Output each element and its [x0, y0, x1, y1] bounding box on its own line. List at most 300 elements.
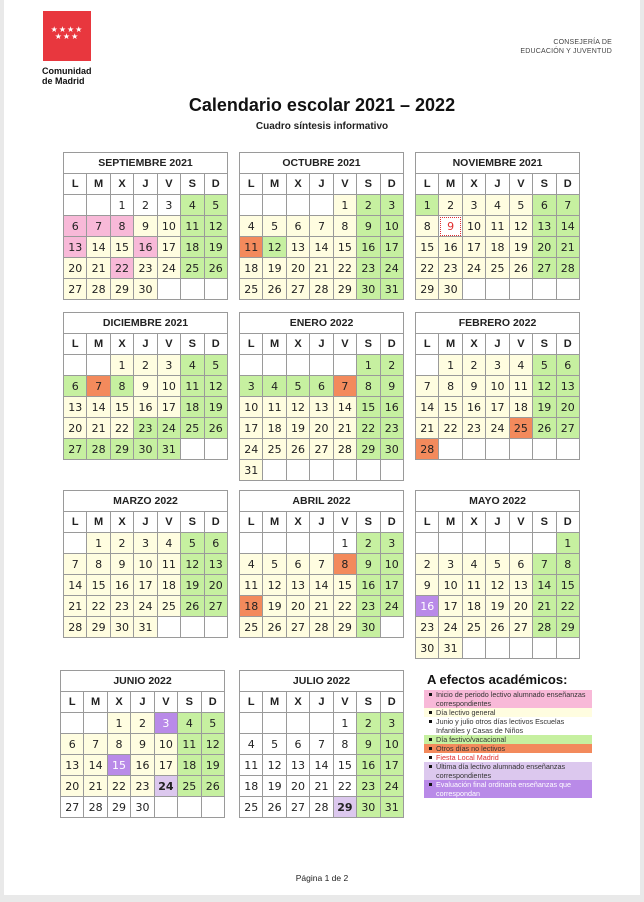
day-cell: 12 — [201, 734, 224, 755]
empty-cell — [310, 195, 333, 216]
day-cell: 6 — [61, 734, 84, 755]
weekday-header: M — [439, 334, 462, 355]
day-cell: 10 — [380, 216, 403, 237]
empty-cell — [533, 279, 556, 300]
day-cell: 27 — [310, 439, 333, 460]
day-cell: 27 — [509, 617, 532, 638]
day-cell: 29 — [357, 439, 380, 460]
day-cell: 17 — [154, 755, 177, 776]
day-cell: 29 — [556, 617, 579, 638]
week-row — [416, 418, 580, 439]
week-row — [61, 755, 225, 776]
day-cell: 8 — [416, 216, 439, 237]
day-cell: 23 — [131, 776, 154, 797]
month-title: NOVIEMBRE 2021 — [416, 153, 580, 174]
day-cell: 23 — [357, 596, 380, 617]
day-cell: 13 — [310, 397, 333, 418]
day-cell: 5 — [263, 734, 286, 755]
day-cell: 10 — [462, 216, 485, 237]
empty-cell — [380, 460, 403, 481]
empty-cell — [310, 713, 333, 734]
weekday-header: J — [134, 174, 157, 195]
week-row — [64, 195, 228, 216]
day-cell: 16 — [380, 397, 403, 418]
weekday-header: D — [204, 174, 227, 195]
month-title: FEBRERO 2022 — [416, 313, 580, 334]
weekday-header: X — [286, 334, 309, 355]
day-cell: 16 — [416, 596, 439, 617]
day-cell: 30 — [439, 279, 462, 300]
legend-item: Última día lectivo alumnado enseñanzas correspondientes — [424, 762, 592, 780]
day-cell: 2 — [134, 355, 157, 376]
week-row — [240, 713, 404, 734]
day-cell: 21 — [310, 258, 333, 279]
day-cell: 7 — [64, 554, 87, 575]
legend-item: Día lectivo general — [424, 708, 592, 717]
day-cell: 2 — [110, 533, 133, 554]
day-cell: 6 — [286, 554, 309, 575]
day-cell: 30 — [134, 439, 157, 460]
weekday-header: S — [357, 692, 380, 713]
week-row — [61, 776, 225, 797]
empty-cell — [157, 279, 180, 300]
day-cell: 28 — [310, 279, 333, 300]
page-title: Calendario escolar 2021 – 2022 — [188, 95, 456, 115]
day-cell: 28 — [87, 439, 110, 460]
day-cell: 27 — [64, 279, 87, 300]
day-cell: 15 — [416, 237, 439, 258]
day-cell: 20 — [64, 418, 87, 439]
day-cell: 16 — [439, 237, 462, 258]
empty-cell — [462, 439, 485, 460]
day-cell: 3 — [486, 355, 509, 376]
day-cell: 7 — [87, 376, 110, 397]
weekday-header: D — [556, 334, 579, 355]
day-cell: 24 — [439, 617, 462, 638]
day-cell: 10 — [157, 216, 180, 237]
day-cell: 9 — [110, 554, 133, 575]
day-cell: 15 — [110, 237, 133, 258]
month-calendar — [239, 670, 404, 818]
day-cell: 19 — [204, 397, 227, 418]
empty-cell — [87, 195, 110, 216]
day-cell: 1 — [110, 355, 133, 376]
day-cell: 12 — [263, 755, 286, 776]
day-cell: 14 — [64, 575, 87, 596]
empty-cell — [310, 355, 333, 376]
day-cell: 17 — [380, 575, 403, 596]
day-cell: 3 — [240, 376, 263, 397]
day-cell: 24 — [380, 776, 403, 797]
day-cell: 18 — [486, 237, 509, 258]
day-cell: 18 — [240, 258, 263, 279]
month-calendar — [415, 312, 580, 460]
week-row — [64, 376, 228, 397]
day-cell: 27 — [286, 797, 309, 818]
day-cell: 29 — [110, 279, 133, 300]
day-cell: 9 — [131, 734, 154, 755]
weekday-header: V — [157, 174, 180, 195]
empty-cell — [286, 713, 309, 734]
week-row — [240, 533, 404, 554]
day-cell: 20 — [556, 397, 579, 418]
day-cell: 30 — [110, 617, 133, 638]
week-row — [64, 533, 228, 554]
day-cell: 2 — [134, 195, 157, 216]
day-cell: 7 — [87, 216, 110, 237]
day-cell: 21 — [84, 776, 107, 797]
empty-cell — [240, 533, 263, 554]
dept-line-2: EDUCACIÓN Y JUVENTUD — [520, 48, 612, 55]
day-cell: 23 — [110, 596, 133, 617]
day-cell: 26 — [263, 279, 286, 300]
week-row — [64, 575, 228, 596]
month-title: SEPTIEMBRE 2021 — [64, 153, 228, 174]
weekday-header: X — [462, 174, 485, 195]
week-row — [64, 397, 228, 418]
empty-cell — [462, 533, 485, 554]
weekday-header: V — [509, 174, 532, 195]
week-row — [416, 439, 580, 460]
day-cell: 5 — [286, 376, 309, 397]
legend-title: A efectos académicos: — [427, 672, 568, 687]
logo-line-2: de Madrid — [42, 76, 85, 86]
day-cell: 24 — [380, 258, 403, 279]
weekday-header: X — [286, 512, 309, 533]
weekday-header: S — [357, 512, 380, 533]
weekday-header: D — [380, 174, 403, 195]
empty-cell — [157, 617, 180, 638]
day-cell: 21 — [87, 258, 110, 279]
weekday-header: D — [556, 174, 579, 195]
week-row — [416, 575, 580, 596]
legend-item: Evaluación final ordinaria enseñanzas que correspondan — [424, 780, 592, 798]
weekday-header: S — [533, 174, 556, 195]
day-cell: 1 — [333, 533, 356, 554]
day-cell: 21 — [533, 596, 556, 617]
week-row — [64, 596, 228, 617]
legend-item: Fiesta Local Madrid — [424, 753, 592, 762]
day-cell: 1 — [556, 533, 579, 554]
weekday-header: S — [181, 512, 204, 533]
week-row — [416, 279, 580, 300]
day-cell: 3 — [157, 195, 180, 216]
day-cell: 14 — [87, 237, 110, 258]
day-cell: 28 — [556, 258, 579, 279]
empty-cell — [240, 195, 263, 216]
day-cell: 9 — [416, 575, 439, 596]
day-cell: 12 — [286, 397, 309, 418]
day-cell: 4 — [240, 734, 263, 755]
day-cell: 21 — [333, 418, 356, 439]
day-cell: 19 — [263, 776, 286, 797]
day-cell: 27 — [61, 797, 84, 818]
weekday-header: S — [181, 174, 204, 195]
day-cell: 26 — [204, 418, 227, 439]
weekday-header: V — [157, 512, 180, 533]
day-cell: 23 — [134, 258, 157, 279]
month-calendar — [63, 490, 228, 638]
day-cell: 2 — [462, 355, 485, 376]
month-calendar — [239, 312, 404, 481]
day-cell: 22 — [333, 596, 356, 617]
day-cell: 7 — [310, 554, 333, 575]
weekday-header: L — [240, 692, 263, 713]
day-cell: 20 — [286, 258, 309, 279]
weekday-header: X — [110, 512, 133, 533]
day-cell: 19 — [204, 237, 227, 258]
week-row — [240, 755, 404, 776]
weekday-header: M — [87, 512, 110, 533]
week-row — [416, 216, 580, 237]
empty-cell — [240, 355, 263, 376]
day-cell: 17 — [240, 418, 263, 439]
day-cell: 5 — [201, 713, 224, 734]
day-cell: 14 — [310, 575, 333, 596]
day-cell: 29 — [110, 439, 133, 460]
day-cell: 31 — [157, 439, 180, 460]
day-cell: 18 — [240, 776, 263, 797]
weekday-header: X — [110, 334, 133, 355]
empty-cell — [204, 439, 227, 460]
day-cell: 4 — [240, 554, 263, 575]
day-cell: 13 — [286, 755, 309, 776]
empty-cell — [181, 279, 204, 300]
day-cell: 6 — [533, 195, 556, 216]
week-row — [64, 258, 228, 279]
legend-items — [424, 690, 592, 798]
month-calendar — [63, 312, 228, 460]
day-cell: 18 — [181, 397, 204, 418]
day-cell: 26 — [201, 776, 224, 797]
day-cell: 1 — [416, 195, 439, 216]
weekday-header: X — [462, 334, 485, 355]
week-row — [240, 258, 404, 279]
department-name — [520, 38, 612, 56]
weekday-header: M — [263, 692, 286, 713]
day-cell: 14 — [87, 397, 110, 418]
week-row — [61, 734, 225, 755]
day-cell: 28 — [310, 617, 333, 638]
weekday-header: X — [110, 174, 133, 195]
day-cell: 1 — [110, 195, 133, 216]
day-cell: 13 — [286, 237, 309, 258]
day-cell: 16 — [462, 397, 485, 418]
day-cell: 21 — [64, 596, 87, 617]
weekday-header: V — [333, 334, 356, 355]
day-cell: 5 — [204, 195, 227, 216]
empty-cell — [486, 439, 509, 460]
day-cell: 27 — [533, 258, 556, 279]
empty-cell — [509, 439, 532, 460]
weekday-header: J — [310, 692, 333, 713]
day-cell: 18 — [462, 596, 485, 617]
day-cell: 2 — [357, 195, 380, 216]
month-calendar — [239, 490, 404, 638]
weekday-header: S — [533, 512, 556, 533]
day-cell: 31 — [240, 460, 263, 481]
day-cell: 25 — [486, 258, 509, 279]
empty-cell — [333, 355, 356, 376]
week-row — [240, 418, 404, 439]
week-row — [64, 216, 228, 237]
weekday-header: V — [333, 174, 356, 195]
empty-cell — [509, 533, 532, 554]
day-cell: 4 — [486, 195, 509, 216]
empty-cell — [310, 460, 333, 481]
weekday-header: S — [181, 334, 204, 355]
empty-cell — [509, 279, 532, 300]
week-row — [240, 376, 404, 397]
weekday-header: V — [333, 692, 356, 713]
weekday-header: D — [204, 512, 227, 533]
day-cell: 11 — [157, 554, 180, 575]
day-cell: 7 — [333, 376, 356, 397]
empty-cell — [462, 279, 485, 300]
day-cell: 28 — [533, 617, 556, 638]
day-cell: 8 — [333, 216, 356, 237]
day-cell: 10 — [134, 554, 157, 575]
week-row — [240, 237, 404, 258]
day-cell: 17 — [439, 596, 462, 617]
day-cell: 8 — [556, 554, 579, 575]
day-cell: 20 — [286, 776, 309, 797]
week-row — [240, 776, 404, 797]
day-cell: 7 — [310, 734, 333, 755]
day-cell: 1 — [333, 195, 356, 216]
day-cell: 4 — [181, 195, 204, 216]
day-cell: 31 — [134, 617, 157, 638]
day-cell: 11 — [181, 376, 204, 397]
day-cell: 3 — [154, 713, 177, 734]
day-cell: 9 — [134, 376, 157, 397]
day-cell: 9 — [439, 216, 462, 237]
empty-cell — [533, 638, 556, 659]
day-cell: 6 — [64, 376, 87, 397]
day-cell: 8 — [107, 734, 130, 755]
day-cell: 11 — [240, 237, 263, 258]
day-cell: 21 — [556, 237, 579, 258]
day-cell: 8 — [333, 554, 356, 575]
day-cell: 6 — [64, 216, 87, 237]
day-cell: 4 — [263, 376, 286, 397]
weekday-header: L — [64, 334, 87, 355]
day-cell: 18 — [157, 575, 180, 596]
day-cell: 13 — [64, 397, 87, 418]
page-number: Página 1 de 2 — [295, 873, 349, 883]
empty-cell — [357, 460, 380, 481]
day-cell: 15 — [439, 397, 462, 418]
week-row — [240, 195, 404, 216]
weekday-header: D — [380, 512, 403, 533]
day-cell: 11 — [263, 397, 286, 418]
empty-cell — [263, 460, 286, 481]
day-cell: 6 — [556, 355, 579, 376]
day-cell: 5 — [181, 533, 204, 554]
day-cell: 2 — [357, 533, 380, 554]
day-cell: 20 — [533, 237, 556, 258]
day-cell: 3 — [462, 195, 485, 216]
weekday-header: V — [157, 334, 180, 355]
day-cell: 25 — [462, 617, 485, 638]
day-cell: 10 — [380, 554, 403, 575]
empty-cell — [533, 533, 556, 554]
empty-cell — [181, 617, 204, 638]
week-row — [64, 554, 228, 575]
day-cell: 12 — [533, 376, 556, 397]
weekday-header: L — [240, 334, 263, 355]
day-cell: 30 — [134, 279, 157, 300]
day-cell: 26 — [509, 258, 532, 279]
day-cell: 6 — [286, 734, 309, 755]
weekday-header: J — [486, 512, 509, 533]
day-cell: 26 — [263, 797, 286, 818]
day-cell: 25 — [178, 776, 201, 797]
day-cell: 3 — [380, 533, 403, 554]
day-cell: 17 — [157, 397, 180, 418]
day-cell: 21 — [416, 418, 439, 439]
day-cell: 22 — [556, 596, 579, 617]
week-row — [240, 397, 404, 418]
week-row — [240, 216, 404, 237]
day-cell: 8 — [333, 734, 356, 755]
day-cell: 24 — [134, 596, 157, 617]
week-row — [416, 237, 580, 258]
weekday-header: L — [61, 692, 84, 713]
empty-cell — [263, 355, 286, 376]
empty-cell — [462, 638, 485, 659]
day-cell: 20 — [61, 776, 84, 797]
day-cell: 18 — [509, 397, 532, 418]
day-cell: 19 — [286, 418, 309, 439]
day-cell: 9 — [357, 554, 380, 575]
day-cell: 17 — [134, 575, 157, 596]
day-cell: 2 — [131, 713, 154, 734]
day-cell: 11 — [486, 216, 509, 237]
weekday-header: D — [556, 512, 579, 533]
day-cell: 22 — [439, 418, 462, 439]
day-cell: 24 — [157, 418, 180, 439]
weekday-header: J — [486, 174, 509, 195]
day-cell: 18 — [178, 755, 201, 776]
weekday-header: D — [380, 692, 403, 713]
day-cell: 2 — [357, 713, 380, 734]
month-title: ABRIL 2022 — [240, 491, 404, 512]
day-cell: 19 — [263, 596, 286, 617]
day-cell: 15 — [357, 397, 380, 418]
day-cell: 23 — [380, 418, 403, 439]
day-cell: 22 — [333, 776, 356, 797]
day-cell: 5 — [263, 554, 286, 575]
day-cell: 27 — [64, 439, 87, 460]
month-calendar — [239, 152, 404, 300]
empty-cell — [439, 439, 462, 460]
day-cell: 26 — [286, 439, 309, 460]
day-cell: 21 — [310, 596, 333, 617]
week-row — [240, 554, 404, 575]
month-calendar — [415, 490, 580, 659]
weekday-header: S — [533, 334, 556, 355]
day-cell: 3 — [439, 554, 462, 575]
day-cell: 9 — [357, 734, 380, 755]
day-cell: 20 — [64, 258, 87, 279]
day-cell: 13 — [61, 755, 84, 776]
empty-cell — [64, 533, 87, 554]
empty-cell — [416, 355, 439, 376]
empty-cell — [61, 713, 84, 734]
day-cell: 22 — [107, 776, 130, 797]
day-cell: 5 — [486, 554, 509, 575]
